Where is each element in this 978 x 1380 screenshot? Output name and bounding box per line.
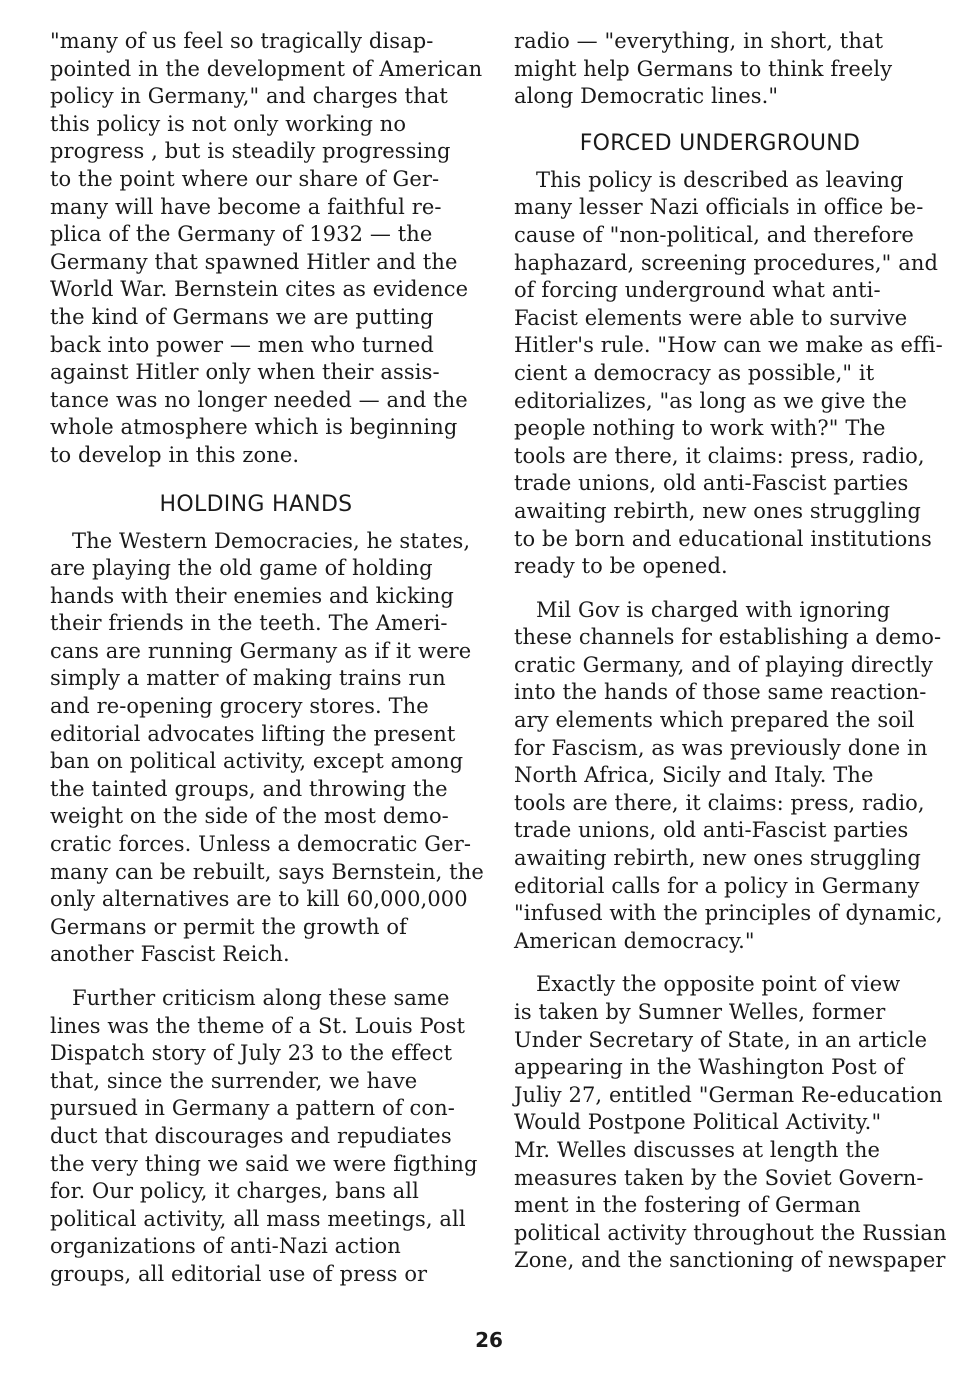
text-line: whole atmosphere which is beginning <box>50 415 458 440</box>
text-line: political activity throughout the Russian <box>514 1220 947 1245</box>
paragraph <box>50 528 484 970</box>
text-line: to develop in this zone. <box>50 442 300 467</box>
text-line: ment in the fostering of German <box>514 1193 861 1218</box>
text-line: these channels for establishing a demo- <box>514 625 942 650</box>
text-line: Dispatch story of July 23 to the effect <box>50 1041 453 1066</box>
text-line: weight on the side of the most demo- <box>50 804 449 829</box>
paragraph <box>514 28 926 111</box>
text-line: trade unions, old anti-Fascist parties <box>514 471 909 496</box>
text-line: for. Our policy, it charges, bans all <box>50 1179 419 1204</box>
text-line: this policy is not only working no <box>50 111 407 136</box>
text-line: and re-opening grocery stores. The <box>50 694 429 719</box>
text-line: policy in Germany," and charges that <box>50 84 448 109</box>
text-line: into the hands of those same reaction- <box>514 680 927 705</box>
text-line: editorial calls for a policy in Germany <box>514 873 920 898</box>
text-line: trade unions, old anti-Fascist parties <box>514 818 909 843</box>
text-line: is taken by Sumner Welles, former <box>514 1000 886 1024</box>
paragraph <box>514 971 947 1275</box>
text-line: progress , but is steadily progressing <box>50 139 451 164</box>
text-line: tools are there, it claims: press, radio, <box>514 443 925 468</box>
text-line: to the point where our share of Ger- <box>50 166 440 191</box>
text-line: plica of the Germany of 1932 — the <box>50 222 433 247</box>
text-line: ary elements which prepared the soil <box>514 708 915 733</box>
text-line: Germany that spawned Hitler and the <box>50 249 458 274</box>
text-line: awaiting rebirth, new ones struggling <box>514 846 921 871</box>
section-heading-forced-underground: FORCED UNDERGROUND <box>579 130 861 156</box>
page-number: 26 <box>475 1328 503 1352</box>
text-line: "infused with the principles of dynamic, <box>514 901 943 926</box>
text-line: Hitler's rule. "How can we make as effi- <box>514 333 943 358</box>
text-line: are playing the old game of holding <box>50 556 433 581</box>
text-line: Further criticism along these same <box>72 986 450 1010</box>
text-line: Juliy 27, entitled "German Re-education <box>514 1082 943 1107</box>
text-line: lines was the theme of a St. Louis Post <box>50 1013 466 1038</box>
paragraph <box>50 28 483 470</box>
text-line: many will have become a faithful re- <box>50 194 442 219</box>
text-line: cans are running Germany as if it were <box>50 638 472 663</box>
paragraph <box>514 167 943 581</box>
text-line: cause of "non-political, and therefore <box>514 222 914 247</box>
text-line: cratic forces. Unless a democratic Ger- <box>50 832 472 857</box>
text-line: simply a matter of making trains run <box>50 666 446 691</box>
text-line: of forcing underground what anti- <box>514 278 881 303</box>
text-line: the tainted groups, and throwing the <box>50 776 448 801</box>
text-line: another Fascist Reich. <box>50 942 290 967</box>
text-line: to be born and educational institutions <box>514 526 932 551</box>
text-line: against Hitler only when their assis- <box>50 360 440 385</box>
right-column <box>514 28 947 1291</box>
text-line: radio — "everything, in short, that <box>514 29 884 53</box>
text-line: editorial advocates lifting the present <box>50 721 456 746</box>
text-line: haphazard, screening procedures," and <box>514 250 938 275</box>
text-line: the kind of Germans we are putting <box>50 304 434 329</box>
text-line: Mil Gov is charged with ignoring <box>536 597 891 622</box>
text-line: political activity, all mass meetings, all <box>50 1206 466 1231</box>
left-column <box>50 28 484 1305</box>
text-line: Germans or permit the growth of <box>50 914 407 939</box>
text-line: many can be rebuilt, says Bernstein, the <box>50 859 484 884</box>
text-line: Mr. Welles discusses at length the <box>514 1137 881 1162</box>
paragraph <box>50 985 478 1289</box>
paragraph <box>514 597 943 956</box>
text-line: many lesser Nazi officials in office be- <box>514 195 924 220</box>
text-line: pointed in the development of American <box>50 56 483 81</box>
text-line: Would Postpone Political Activity." <box>514 1110 882 1135</box>
text-line: might help Germans to think freely <box>514 56 893 81</box>
text-line: tools are there, it claims: press, radio, <box>514 790 925 815</box>
text-line: measures taken by the Soviet Govern- <box>514 1165 924 1190</box>
text-line: people nothing to work with?" The <box>514 416 886 441</box>
text-line: Under Secretary of State, in an article <box>514 1027 928 1052</box>
text-line: pursued in Germany a pattern of con- <box>50 1096 455 1121</box>
text-line: that, since the surrender, we have <box>50 1068 418 1093</box>
text-line: The Western Democracies, he states, <box>72 528 471 553</box>
text-line: Exactly the opposite point of view <box>536 972 901 997</box>
text-line: North Africa, Sicily and Italy. The <box>514 763 874 788</box>
text-line: World War. Bernstein cites as evidence <box>50 277 469 302</box>
text-line: appearing in the Washington Post of <box>514 1055 905 1080</box>
text-line: awaiting rebirth, new ones struggling <box>514 498 921 523</box>
text-line: their friends in the teeth. The Ameri- <box>50 611 448 636</box>
text-line: cratic Germany, and of playing directly <box>514 652 933 677</box>
text-line: ban on political activity, except among <box>50 749 464 774</box>
section-heading-holding-hands: HOLDING HANDS <box>159 491 353 517</box>
text-line: the very thing we said we were figthing <box>50 1151 478 1176</box>
text-line: for Fascism, as was previously done in <box>514 735 928 760</box>
text-line: editorializes, "as long as we give the <box>514 388 907 413</box>
text-line: This policy is described as leaving <box>536 167 904 192</box>
text-line: along Democratic lines." <box>514 84 779 109</box>
text-line: tance was no longer needed — and the <box>50 387 468 412</box>
text-line: only alternatives are to kill 60,000,000 <box>50 887 468 912</box>
text-line: back into power — men who turned <box>50 332 434 357</box>
text-line: groups, all editorial use of press or <box>50 1261 428 1286</box>
text-line: hands with their enemies and kicking <box>50 583 454 608</box>
text-line: ready to be opened. <box>514 554 728 579</box>
text-line: "many of us feel so tragically disap- <box>50 29 434 53</box>
text-line: duct that discourages and repudiates <box>50 1123 452 1148</box>
text-line: cient a democracy as possible," it <box>514 360 875 385</box>
text-line: American democracy." <box>514 928 755 953</box>
text-line: Zone, and the sanctioning of newspaper <box>514 1248 946 1273</box>
text-line: Facist elements were able to survive <box>514 305 908 330</box>
text-line: organizations of anti-Nazi action <box>50 1234 401 1259</box>
